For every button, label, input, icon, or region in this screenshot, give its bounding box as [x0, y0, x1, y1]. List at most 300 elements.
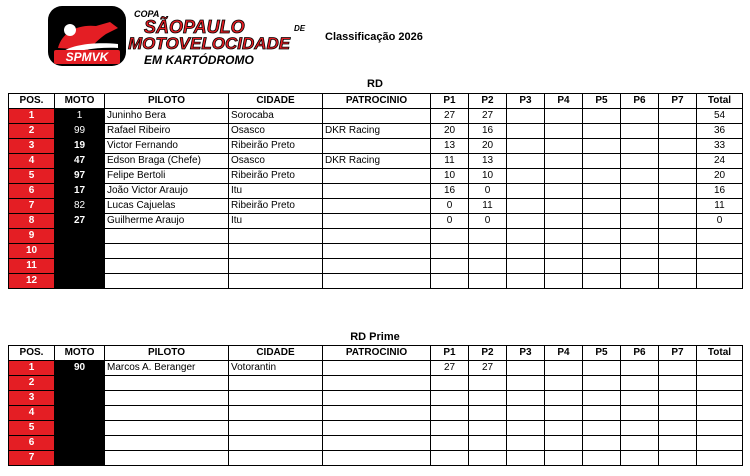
- cell-cidade: [229, 244, 323, 259]
- cell-p7: [659, 109, 697, 124]
- cell-p6: [621, 406, 659, 421]
- cell-cidade: Itu: [229, 184, 323, 199]
- cell-moto: [55, 259, 105, 274]
- cell-piloto: Felipe Bertoli: [105, 169, 229, 184]
- cell-p7: [659, 274, 697, 289]
- cell-patrocinio: [323, 109, 431, 124]
- table-row: [9, 124, 743, 139]
- cell-p3: [507, 184, 545, 199]
- logo-de: DE: [294, 24, 306, 33]
- cell-p4: [545, 139, 583, 154]
- cell-cidade: [229, 391, 323, 406]
- cell-p2: 11: [469, 199, 507, 214]
- table-row: [9, 376, 743, 391]
- cell-patrocinio: [323, 436, 431, 451]
- cell-piloto: [105, 229, 229, 244]
- cell-p2: [469, 406, 507, 421]
- column-header: P3: [507, 94, 545, 109]
- cell-p2: [469, 229, 507, 244]
- cell-pos: 5: [9, 169, 55, 184]
- cell-moto: [55, 406, 105, 421]
- cell-p6: [621, 451, 659, 466]
- table-row: [9, 451, 743, 466]
- cell-moto: 97: [55, 169, 105, 184]
- logo-copa: COPA: [134, 9, 160, 19]
- cell-cidade: [229, 259, 323, 274]
- cell-total: 36: [697, 124, 743, 139]
- table-row: [9, 421, 743, 436]
- column-header: P1: [431, 94, 469, 109]
- cell-p6: [621, 199, 659, 214]
- cell-p3: [507, 124, 545, 139]
- cell-piloto: Marcos A. Beranger: [105, 361, 229, 376]
- cell-p3: [507, 361, 545, 376]
- cell-pos: 4: [9, 154, 55, 169]
- standings-table-rd-prime: [8, 345, 743, 466]
- cell-pos: 2: [9, 376, 55, 391]
- cell-p4: [545, 421, 583, 436]
- column-header: PATROCINIO: [323, 346, 431, 361]
- cell-p3: [507, 376, 545, 391]
- cell-p4: [545, 361, 583, 376]
- cell-p4: [545, 124, 583, 139]
- logo-badge: SPMVK: [65, 50, 109, 64]
- cell-p3: [507, 259, 545, 274]
- cell-cidade: Sorocaba: [229, 109, 323, 124]
- column-header: P7: [659, 94, 697, 109]
- cell-moto: 27: [55, 214, 105, 229]
- cell-moto: [55, 229, 105, 244]
- cell-pos: 10: [9, 244, 55, 259]
- table-row: [9, 109, 743, 124]
- cell-pos: 7: [9, 451, 55, 466]
- column-header: P7: [659, 346, 697, 361]
- cell-moto: [55, 421, 105, 436]
- cell-pos: 3: [9, 391, 55, 406]
- cell-cidade: Osasco: [229, 124, 323, 139]
- cell-moto: [55, 391, 105, 406]
- cell-p2: [469, 421, 507, 436]
- standings-table-rd: [8, 93, 743, 289]
- cell-cidade: Ribeirão Preto: [229, 139, 323, 154]
- cell-pos: 3: [9, 139, 55, 154]
- cell-patrocinio: [323, 244, 431, 259]
- column-header: POS.: [9, 94, 55, 109]
- cell-patrocinio: [323, 199, 431, 214]
- cell-total: [697, 421, 743, 436]
- cell-p5: [583, 391, 621, 406]
- cell-p7: [659, 169, 697, 184]
- cell-patrocinio: [323, 274, 431, 289]
- cell-p6: [621, 214, 659, 229]
- cell-moto: [55, 376, 105, 391]
- cell-patrocinio: [323, 259, 431, 274]
- cell-p6: [621, 361, 659, 376]
- cell-piloto: João Victor Araujo: [105, 184, 229, 199]
- cell-p6: [621, 259, 659, 274]
- cell-patrocinio: [323, 406, 431, 421]
- table-row: [9, 169, 743, 184]
- cell-p2: 27: [469, 361, 507, 376]
- cell-p3: [507, 451, 545, 466]
- cell-p3: [507, 169, 545, 184]
- cell-p1: [431, 274, 469, 289]
- cell-pos: 8: [9, 214, 55, 229]
- cell-piloto: [105, 391, 229, 406]
- cell-p6: [621, 376, 659, 391]
- cell-p4: [545, 436, 583, 451]
- cell-piloto: Victor Fernando: [105, 139, 229, 154]
- cell-p3: [507, 391, 545, 406]
- column-header: P5: [583, 346, 621, 361]
- cell-p3: [507, 199, 545, 214]
- cell-total: [697, 274, 743, 289]
- cell-p6: [621, 436, 659, 451]
- column-header: POS.: [9, 346, 55, 361]
- cell-total: [697, 244, 743, 259]
- cell-piloto: [105, 406, 229, 421]
- cell-p7: [659, 451, 697, 466]
- cell-cidade: [229, 436, 323, 451]
- cell-p1: 0: [431, 199, 469, 214]
- cell-moto: [55, 244, 105, 259]
- cell-p5: [583, 184, 621, 199]
- cell-total: [697, 436, 743, 451]
- cell-piloto: [105, 244, 229, 259]
- cell-p3: [507, 406, 545, 421]
- cell-p5: [583, 451, 621, 466]
- cell-moto: 19: [55, 139, 105, 154]
- cell-total: 24: [697, 154, 743, 169]
- cell-p1: 27: [431, 361, 469, 376]
- cell-pos: 12: [9, 274, 55, 289]
- cell-piloto: Juninho Bera: [105, 109, 229, 124]
- cell-moto: [55, 451, 105, 466]
- section-title-rd-prime: RD Prime: [350, 331, 400, 343]
- cell-moto: [55, 274, 105, 289]
- page-subtitle: Classificação 2026: [325, 31, 423, 43]
- cell-p3: [507, 229, 545, 244]
- cell-p1: [431, 406, 469, 421]
- cell-p5: [583, 214, 621, 229]
- header-row: [9, 346, 743, 361]
- cell-p5: [583, 436, 621, 451]
- cell-p1: [431, 436, 469, 451]
- cell-p7: [659, 436, 697, 451]
- column-header: PILOTO: [105, 94, 229, 109]
- cell-p7: [659, 214, 697, 229]
- cell-cidade: Itu: [229, 214, 323, 229]
- cell-pos: 6: [9, 436, 55, 451]
- cell-patrocinio: [323, 139, 431, 154]
- logo-line1: SÃOPAULO: [144, 17, 245, 37]
- column-header: P6: [621, 94, 659, 109]
- cell-patrocinio: [323, 229, 431, 244]
- cell-p6: [621, 154, 659, 169]
- cell-cidade: [229, 376, 323, 391]
- cell-p6: [621, 391, 659, 406]
- table-row: [9, 214, 743, 229]
- cell-p6: [621, 124, 659, 139]
- cell-p3: [507, 214, 545, 229]
- cell-p2: 20: [469, 139, 507, 154]
- cell-p4: [545, 169, 583, 184]
- cell-patrocinio: [323, 361, 431, 376]
- cell-p4: [545, 451, 583, 466]
- section-title-rd: RD: [367, 78, 383, 90]
- cell-moto: 17: [55, 184, 105, 199]
- cell-p2: 0: [469, 214, 507, 229]
- cell-piloto: [105, 376, 229, 391]
- cell-pos: 7: [9, 199, 55, 214]
- table-row: [9, 436, 743, 451]
- cell-p1: 13: [431, 139, 469, 154]
- column-header: Total: [697, 94, 743, 109]
- cell-total: 54: [697, 109, 743, 124]
- table-row: [9, 391, 743, 406]
- cell-p1: 10: [431, 169, 469, 184]
- championship-logo: [48, 4, 328, 68]
- cell-p2: [469, 451, 507, 466]
- cell-p3: [507, 436, 545, 451]
- cell-piloto: [105, 451, 229, 466]
- cell-p6: [621, 274, 659, 289]
- cell-piloto: Rafael Ribeiro: [105, 124, 229, 139]
- cell-p2: 10: [469, 169, 507, 184]
- cell-p1: [431, 244, 469, 259]
- cell-p3: [507, 139, 545, 154]
- cell-p5: [583, 124, 621, 139]
- cell-total: [697, 229, 743, 244]
- cell-p5: [583, 274, 621, 289]
- cell-piloto: [105, 259, 229, 274]
- cell-p5: [583, 421, 621, 436]
- cell-p2: [469, 259, 507, 274]
- cell-p5: [583, 376, 621, 391]
- cell-total: [697, 406, 743, 421]
- cell-p5: [583, 199, 621, 214]
- cell-p5: [583, 229, 621, 244]
- cell-pos: 11: [9, 259, 55, 274]
- cell-cidade: Ribeirão Preto: [229, 199, 323, 214]
- cell-patrocinio: [323, 421, 431, 436]
- table-row: [9, 274, 743, 289]
- cell-p2: [469, 244, 507, 259]
- cell-p6: [621, 169, 659, 184]
- cell-p2: 0: [469, 184, 507, 199]
- column-header: P2: [469, 94, 507, 109]
- cell-p1: 11: [431, 154, 469, 169]
- cell-total: 20: [697, 169, 743, 184]
- cell-piloto: [105, 436, 229, 451]
- cell-p7: [659, 229, 697, 244]
- cell-p4: [545, 259, 583, 274]
- cell-cidade: Ribeirão Preto: [229, 169, 323, 184]
- cell-p7: [659, 361, 697, 376]
- cell-p1: [431, 259, 469, 274]
- cell-piloto: [105, 421, 229, 436]
- cell-p4: [545, 214, 583, 229]
- cell-p5: [583, 169, 621, 184]
- table-row: [9, 199, 743, 214]
- cell-p2: [469, 436, 507, 451]
- cell-total: 16: [697, 184, 743, 199]
- table-row: [9, 361, 743, 376]
- table-row: [9, 406, 743, 421]
- cell-patrocinio: [323, 376, 431, 391]
- cell-p3: [507, 109, 545, 124]
- cell-p6: [621, 139, 659, 154]
- cell-p2: [469, 376, 507, 391]
- cell-p1: 27: [431, 109, 469, 124]
- cell-p7: [659, 421, 697, 436]
- cell-p4: [545, 109, 583, 124]
- column-header: P3: [507, 346, 545, 361]
- column-header: P1: [431, 346, 469, 361]
- column-header: PILOTO: [105, 346, 229, 361]
- cell-p2: [469, 274, 507, 289]
- cell-moto: 47: [55, 154, 105, 169]
- cell-p1: 20: [431, 124, 469, 139]
- cell-p1: 16: [431, 184, 469, 199]
- cell-p6: [621, 421, 659, 436]
- cell-total: [697, 376, 743, 391]
- cell-p2: 16: [469, 124, 507, 139]
- column-header: P2: [469, 346, 507, 361]
- cell-total: 33: [697, 139, 743, 154]
- cell-p1: [431, 421, 469, 436]
- table-row: [9, 184, 743, 199]
- cell-pos: 1: [9, 361, 55, 376]
- cell-total: 0: [697, 214, 743, 229]
- cell-p2: 13: [469, 154, 507, 169]
- cell-p2: 27: [469, 109, 507, 124]
- cell-patrocinio: [323, 214, 431, 229]
- cell-p5: [583, 244, 621, 259]
- column-header: CIDADE: [229, 346, 323, 361]
- cell-piloto: [105, 274, 229, 289]
- cell-moto: 82: [55, 199, 105, 214]
- cell-p5: [583, 154, 621, 169]
- column-header: Total: [697, 346, 743, 361]
- column-header: P4: [545, 346, 583, 361]
- cell-total: [697, 259, 743, 274]
- cell-total: [697, 451, 743, 466]
- cell-cidade: [229, 406, 323, 421]
- cell-p4: [545, 154, 583, 169]
- table-row: [9, 154, 743, 169]
- cell-cidade: [229, 421, 323, 436]
- table-row: [9, 139, 743, 154]
- cell-p3: [507, 244, 545, 259]
- cell-p7: [659, 154, 697, 169]
- cell-moto: 99: [55, 124, 105, 139]
- logo-line2: MOTOVELOCIDADE: [128, 34, 291, 53]
- column-header: P5: [583, 94, 621, 109]
- cell-patrocinio: [323, 391, 431, 406]
- cell-p7: [659, 124, 697, 139]
- cell-p1: [431, 451, 469, 466]
- cell-patrocinio: [323, 169, 431, 184]
- cell-p1: [431, 229, 469, 244]
- column-header: PATROCINIO: [323, 94, 431, 109]
- cell-p5: [583, 361, 621, 376]
- cell-p7: [659, 391, 697, 406]
- logo-line3: EM KARTÓDROMO: [144, 53, 254, 67]
- cell-pos: 5: [9, 421, 55, 436]
- cell-p1: 0: [431, 214, 469, 229]
- column-header: CIDADE: [229, 94, 323, 109]
- cell-moto: 1: [55, 109, 105, 124]
- cell-cidade: Votorantin: [229, 361, 323, 376]
- cell-p6: [621, 244, 659, 259]
- column-header: MOTO: [55, 94, 105, 109]
- table-row: [9, 229, 743, 244]
- cell-p7: [659, 199, 697, 214]
- cell-p4: [545, 199, 583, 214]
- cell-pos: 4: [9, 406, 55, 421]
- cell-p7: [659, 406, 697, 421]
- cell-p3: [507, 154, 545, 169]
- cell-p4: [545, 244, 583, 259]
- cell-pos: 6: [9, 184, 55, 199]
- column-header: P4: [545, 94, 583, 109]
- cell-piloto: Guilherme Araujo: [105, 214, 229, 229]
- cell-p4: [545, 229, 583, 244]
- cell-pos: 2: [9, 124, 55, 139]
- column-header: MOTO: [55, 346, 105, 361]
- cell-p1: [431, 376, 469, 391]
- cell-p5: [583, 259, 621, 274]
- cell-patrocinio: DKR Racing: [323, 154, 431, 169]
- cell-p4: [545, 184, 583, 199]
- cell-patrocinio: [323, 184, 431, 199]
- cell-total: [697, 361, 743, 376]
- cell-p5: [583, 109, 621, 124]
- table-row: [9, 244, 743, 259]
- cell-p4: [545, 391, 583, 406]
- cell-p4: [545, 376, 583, 391]
- cell-cidade: Osasco: [229, 154, 323, 169]
- table-row: [9, 259, 743, 274]
- cell-pos: 9: [9, 229, 55, 244]
- cell-p7: [659, 376, 697, 391]
- cell-p7: [659, 259, 697, 274]
- cell-p4: [545, 406, 583, 421]
- cell-patrocinio: DKR Racing: [323, 124, 431, 139]
- cell-cidade: [229, 451, 323, 466]
- cell-moto: 90: [55, 361, 105, 376]
- cell-cidade: [229, 229, 323, 244]
- cell-patrocinio: [323, 451, 431, 466]
- cell-p5: [583, 406, 621, 421]
- cell-p3: [507, 421, 545, 436]
- cell-total: 11: [697, 199, 743, 214]
- cell-pos: 1: [9, 109, 55, 124]
- cell-total: [697, 391, 743, 406]
- cell-p3: [507, 274, 545, 289]
- header-row: [9, 94, 743, 109]
- cell-p5: [583, 139, 621, 154]
- cell-p6: [621, 184, 659, 199]
- cell-p2: [469, 391, 507, 406]
- cell-p4: [545, 274, 583, 289]
- cell-p6: [621, 229, 659, 244]
- cell-p7: [659, 184, 697, 199]
- cell-piloto: Edson Braga (Chefe): [105, 154, 229, 169]
- column-header: P6: [621, 346, 659, 361]
- cell-p1: [431, 391, 469, 406]
